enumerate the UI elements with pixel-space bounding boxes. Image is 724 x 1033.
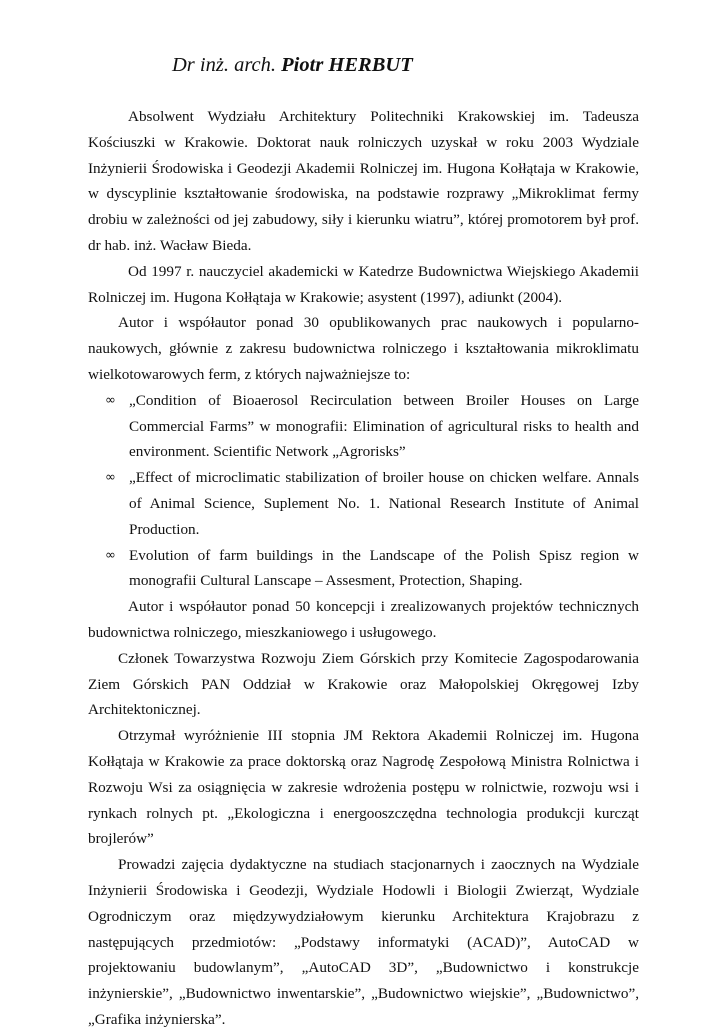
publication-text: Evolution of farm buildings in the Landscape of the Polish Spisz region w monografii Cultural Lanscape – Assesment, Protection, Shaping. bbox=[129, 546, 639, 590]
list-item bbox=[88, 465, 639, 542]
publication-text: „Effect of microclimatic stabilization of broiler house on chicken welfare. Annals of Animal Science, Suplement No. 1. National Research Institute of Animal Production. bbox=[129, 469, 639, 538]
paragraph-projects: Autor i współautor ponad 50 koncepcji i zrealizowanych projektów technicznych budownictwa rolniczego, mieszkaniowego i usługowego. bbox=[88, 598, 639, 641]
paragraph-awards: Otrzymał wyróżnienie III stopnia JM Rektora Akademii Rolniczej im. Hugona Kołłątaja w Krakowie za prace doktorską oraz Nagrodę Zespołową Ministra Rolnictwa i Rozwoju Wsi za osiągnięcia w zakresie wdrożenia postępu w rolnictwie, rozwoju wsi i rynkach rolnych pt. „Ekologiczna i energooszczędna technologia produkcji kurcząt brojlerów” bbox=[88, 727, 639, 848]
document-title bbox=[172, 50, 639, 80]
title-prefix: Dr inż. arch. bbox=[172, 54, 277, 76]
infinity-bullet-icon: ∞ bbox=[105, 392, 116, 408]
paragraph-teaching: Prowadzi zajęcia dydaktyczne na studiach stacjonarnych i zaocznych na Wydziale Inżynierii Środowiska i Geodezji, Wydziale Hodowli i Biologii Zwierząt, Wydziale Ogrodniczym oraz międzywydziałowym kierunku Architektura Krajobrazu z następujących przedmiotów: „Podstawy informatyki (ACAD)”, AutoCAD w projektowaniu budowlanym”, „AutoCAD 3D”, „Budownictwo i konstrukcje inżynierskie”, „Budownictwo inwentarskie”, „Budownictwo wiejskie”, „Budownictwo”, „Grafika inżynierska”. bbox=[88, 856, 639, 1028]
infinity-bullet-icon: ∞ bbox=[105, 470, 116, 486]
paragraph-education: Absolwent Wydziału Architektury Politechniki Krakowskiej im. Tadeusza Kościuszki w Krakowie. Doktorat nauk rolniczych uzyskał w roku 2003 Wydziale Inżynierii Środowiska i Geodezji Akademii Rolniczej im. Hugona Kołłątaja w Krakowie, w dyscyplinie kształtowanie środowiska, na podstawie rozprawy „Mikroklimat fermy drobiu w zależności od jej zabudowy, siły i kierunku wiatru”, której promotorem był prof. dr hab. inż. Wacław Bieda. bbox=[88, 108, 639, 254]
paragraph-membership: Członek Towarzystwa Rozwoju Ziem Górskich przy Komitecie Zagospodarowania Ziem Górskich PAN Oddział w Krakowie oraz Małopolskiej Okręgowej Izby Architektonicznej. bbox=[88, 649, 639, 719]
list-item bbox=[88, 543, 639, 595]
document-page bbox=[88, 50, 639, 1033]
paragraph-publications-intro: Autor i współautor ponad 30 opublikowanych prac naukowych i popularno-naukowych, głównie z zakresu budownictwa rolniczego i kształtowania mikroklimatu wielkotowarowych ferm, z których najważniejsze to: bbox=[88, 314, 639, 383]
list-item bbox=[88, 388, 639, 465]
title-name: Piotr HERBUT bbox=[281, 54, 413, 76]
infinity-bullet-icon: ∞ bbox=[105, 547, 116, 563]
publication-text: „Condition of Bioaerosol Recirculation between Broiler Houses on Large Commercial Farms” w monografii: Elimination of agricultural risks to health and environment. Scientific Network „Agrorisks” bbox=[129, 391, 639, 461]
publication-list bbox=[88, 388, 639, 594]
paragraph-career: Od 1997 r. nauczyciel akademicki w Katedrze Budownictwa Wiejskiego Akademii Rolniczej im. Hugona Kołłątaja w Krakowie; asystent (1997), adiunkt (2004). bbox=[88, 262, 639, 306]
